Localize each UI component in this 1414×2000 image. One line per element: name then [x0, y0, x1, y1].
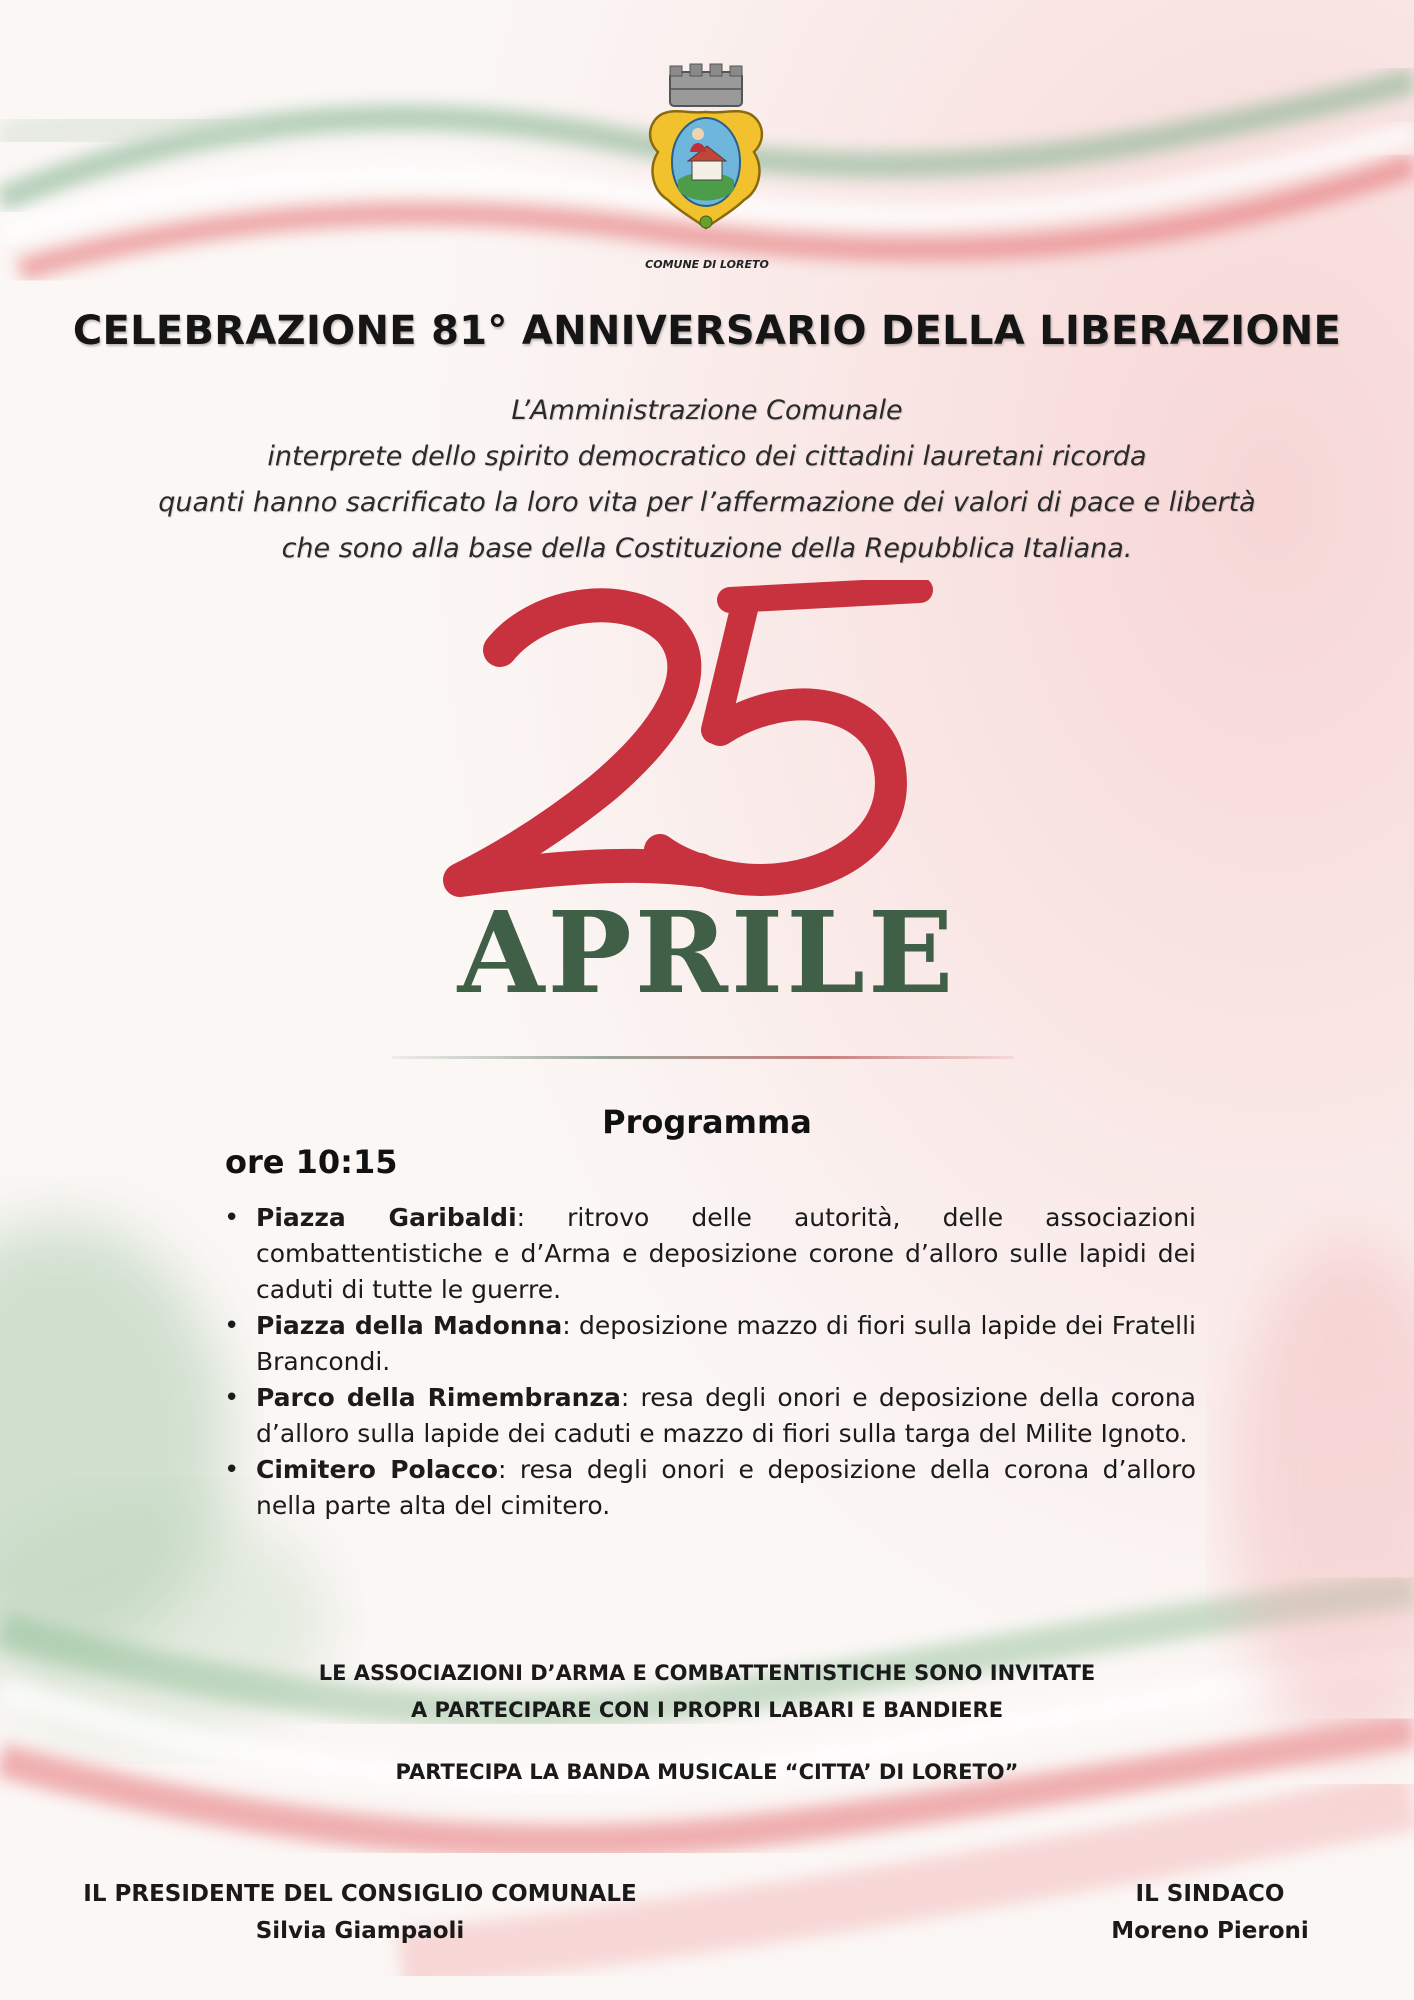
list-item: [222, 1380, 1196, 1452]
program-place: Piazza della Madonna: [256, 1311, 563, 1340]
list-item: [222, 1452, 1196, 1524]
digit-five-stroke: [730, 590, 920, 600]
intro-line: che sono alla base della Costituzione della Repubblica Italiana.: [281, 533, 1133, 564]
signature-right: [1060, 1877, 1360, 1951]
comune-crest-logo: [640, 62, 772, 238]
intro-text: [0, 388, 1414, 572]
program-text: : deposizione mazzo di fiori sulla lapide dei Fratelli Brancondi.: [256, 1311, 1196, 1376]
page-title: CELEBRAZIONE 81° ANNIVERSARIO DELLA LIBERAZIONE: [72, 308, 1342, 354]
signature-role: IL PRESIDENTE DEL CONSIGLIO COMUNALE: [83, 1881, 637, 1907]
program-text: : ritrovo delle autorità, delle associazioni combattentistiche e d’Arma e deposizione corone d’alloro sulle lapidi dei caduti di tutte le guerre.: [256, 1203, 1196, 1304]
intro-line: L’Amministrazione Comunale: [511, 395, 903, 426]
program-place: Parco della Rimembranza: [256, 1383, 621, 1412]
date-day-graphic: [430, 580, 990, 910]
date-month: APRILE: [457, 888, 957, 1019]
crest-caption: COMUNE DI LORETO: [645, 258, 769, 271]
program-list: [222, 1200, 1196, 1524]
list-item: [222, 1308, 1196, 1380]
signature-left: [60, 1877, 660, 1951]
divider-line: [392, 1056, 1014, 1059]
associations-notice: [0, 1655, 1414, 1729]
program-title: Programma: [602, 1103, 812, 1141]
band-notice: PARTECIPA LA BANDA MUSICALE “CITTA’ DI LORETO”: [395, 1760, 1019, 1784]
associations-line: LE ASSOCIAZIONI D’ARMA E COMBATTENTISTICHE SONO INVITATE: [318, 1661, 1096, 1685]
signature-name: Silvia Giampaoli: [255, 1918, 465, 1944]
associations-line: A PARTECIPARE CON I PROPRI LABARI E BANDIERE: [410, 1698, 1004, 1722]
program-place: Cimitero Polacco: [256, 1455, 498, 1484]
intro-line: interprete dello spirito democratico dei cittadini lauretani ricorda: [267, 441, 1147, 472]
program-place: Piazza Garibaldi: [256, 1203, 517, 1232]
intro-line: quanti hanno sacrificato la loro vita per l’affermazione dei valori di pace e libertà: [158, 487, 1256, 518]
signature-name: Moreno Pieroni: [1111, 1918, 1309, 1944]
program-time: ore 10:15: [225, 1143, 398, 1181]
program-text: : resa degli onori e deposizione della corona d’alloro nella parte alta del cimitero.: [256, 1455, 1196, 1520]
signature-role: IL SINDACO: [1135, 1881, 1285, 1907]
list-item: [222, 1200, 1196, 1308]
program-text: : resa degli onori e deposizione della corona d’alloro sulla lapide dei caduti e mazzo di fiori sulla targa del Milite Ignoto.: [256, 1383, 1196, 1448]
